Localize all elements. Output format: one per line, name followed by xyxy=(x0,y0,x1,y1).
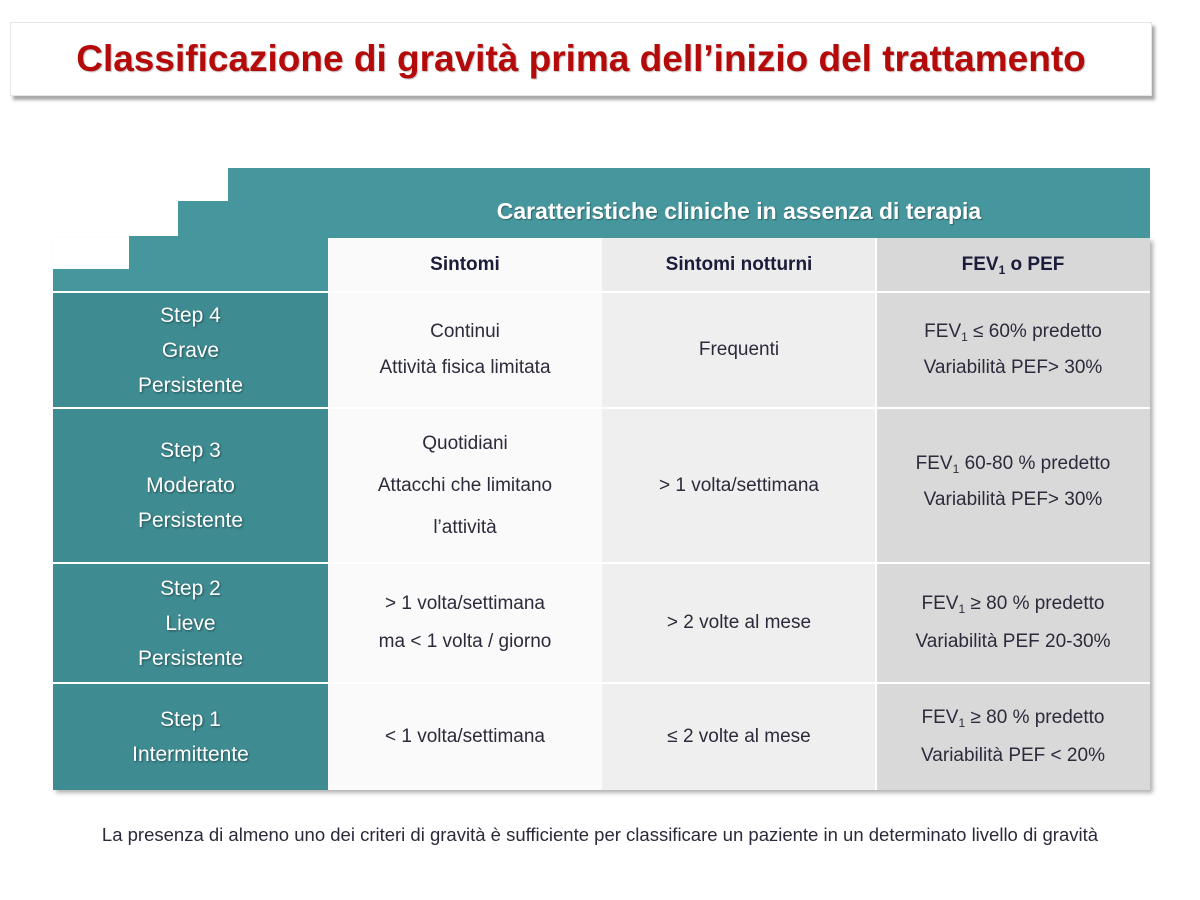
footnote: La presenza di almeno uno dei criteri di gravità è sufficiente per classificare un paziente in un determinato livello di gravità xyxy=(101,824,1099,845)
cell-fev-pef: $FEV_1 \ge 80$ % predetto Variabilità PEF < 20% xyxy=(876,683,1150,790)
page-title: Classificazione di gravità prima dell’inizio del trattamento xyxy=(76,38,1086,79)
group-header-label: Caratteristiche cliniche in assenza di terapia xyxy=(496,198,982,224)
step-label: Step 2 Lieve Persistente xyxy=(53,563,328,683)
column-header-label: $FEV_1$ o PEF xyxy=(961,254,1065,277)
column-header-fev-pef xyxy=(876,238,1150,292)
step-label: Step 4 Grave Persistente xyxy=(53,292,328,408)
row-divider xyxy=(53,682,1150,684)
cell-sintomi: Continui Attività fisica limitata xyxy=(328,292,602,408)
group-header-bar xyxy=(228,168,1150,239)
cell-sintomi-notturni: > 1 volta/settimana xyxy=(602,408,876,563)
table-row-step-2 xyxy=(53,563,1150,683)
cell-sintomi-notturni: ≤ 2 volte al mese xyxy=(602,683,876,790)
cell-sintomi-notturni: > 2 volte al mese xyxy=(602,563,876,683)
cell-sintomi: > 1 volta/settimana ma < 1 volta / giorno xyxy=(328,563,602,683)
cell-sintomi-notturni: Frequenti xyxy=(602,292,876,408)
cell-fev-pef: $FEV_1 \le 60\%$ predetto Variabilità PEF> 30% xyxy=(876,292,1150,408)
table-row-step-4 xyxy=(53,292,1150,408)
step-label: Step 1 Intermittente xyxy=(53,683,328,790)
row-divider xyxy=(53,407,1150,409)
step-label: Step 3 Moderato Persistente xyxy=(53,408,328,563)
column-header-sintomi xyxy=(328,238,602,292)
cell-fev-pef: $FEV_1$ 60-80 % predetto Variabilità PEF> 30% xyxy=(876,408,1150,563)
row-divider xyxy=(53,291,1150,293)
table-row-step-1 xyxy=(53,683,1150,790)
column-divider xyxy=(875,238,877,790)
cell-sintomi: < 1 volta/settimana xyxy=(328,683,602,790)
column-header-label: Sintomi xyxy=(430,254,500,275)
column-header-sintomi-notturni xyxy=(602,238,876,292)
cell-fev-pef: $FEV_1 \ge 80$ % predetto Variabilità PEF 20-30% xyxy=(876,563,1150,683)
column-header-label: Sintomi notturni xyxy=(665,254,813,275)
title-box xyxy=(10,22,1152,96)
cell-sintomi: Quotidiani Attacchi che limitano l’attività xyxy=(328,408,602,563)
row-divider xyxy=(53,562,1150,564)
table-row-step-3 xyxy=(53,408,1150,563)
